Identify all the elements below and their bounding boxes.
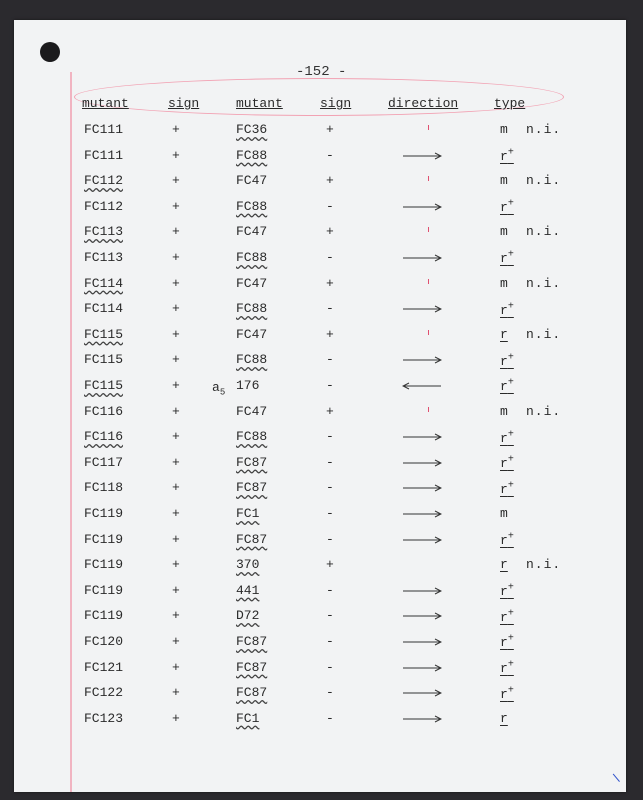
arrow-right-icon [402, 611, 442, 621]
row-type: m [500, 224, 508, 240]
row-sign-1: + [172, 275, 180, 291]
row-mutant-1: FC112 [84, 173, 124, 189]
red-tick-mark [428, 176, 429, 181]
row-sign-2: - [326, 378, 334, 393]
header-sign-1: sign [168, 96, 200, 111]
row-mutant-2: FC47 [236, 173, 268, 189]
row-type: r+ [500, 352, 514, 369]
row-mutant-1: FC116 [84, 429, 124, 445]
row-mutant-2: FC87 [236, 454, 268, 470]
row-sign-1: + [172, 403, 180, 419]
row-mutant-1: FC113 [84, 224, 124, 240]
row-sign-2: + [326, 403, 334, 419]
arrow-right-icon [402, 714, 442, 724]
row-mutant-2: FC47 [236, 326, 268, 342]
document-page [14, 20, 626, 792]
row-mutant-1: FC119 [84, 582, 124, 598]
arrow-right-icon [402, 688, 442, 698]
page-number: -152 - [296, 64, 347, 80]
arrow-right-icon [402, 432, 442, 442]
row-sign-2: - [326, 659, 334, 675]
red-tick-mark [428, 227, 429, 232]
row-sign-1: + [172, 582, 180, 598]
row-sign-1: + [172, 250, 180, 265]
row-sign-2: - [326, 301, 334, 317]
row-sign-1: + [172, 352, 180, 368]
row-sign-2: - [326, 429, 334, 445]
row-sign-1: + [172, 454, 180, 470]
row-sign-1: + [172, 224, 180, 240]
row-mutant-2: FC47 [236, 224, 268, 240]
row-mutant-1: FC119 [84, 531, 124, 547]
row-mutant-1: FC122 [84, 685, 124, 701]
punch-hole [40, 42, 60, 62]
arrow-right-icon [402, 586, 442, 596]
row-sign-1: + [172, 173, 180, 189]
row-sign-2: - [326, 685, 334, 701]
row-note: n.i. [526, 224, 562, 240]
row-mutant-2: FC87 [236, 685, 268, 701]
row-sign-1: + [172, 506, 180, 521]
row-type: r [500, 710, 508, 726]
row-type: m [500, 403, 508, 419]
row-sign-1: + [172, 301, 180, 317]
row-note: n.i. [526, 173, 562, 189]
arrow-right-icon [402, 304, 442, 314]
row-sign-2: - [326, 198, 334, 214]
row-mutant-2: D72 [236, 608, 260, 624]
row-sign-1: + [172, 326, 180, 342]
red-tick-mark [428, 125, 429, 130]
row-mutant-2: FC88 [236, 147, 268, 163]
row-sign-1: + [172, 531, 180, 547]
header-circle-annotation [74, 78, 564, 116]
row-type: r+ [500, 301, 514, 318]
row-sign-2: + [326, 122, 334, 137]
row-sign-1: + [172, 557, 180, 573]
red-tick-mark [428, 330, 429, 335]
row-type: r+ [500, 608, 514, 625]
row-sign-2: + [326, 224, 334, 240]
row-mutant-2: FC47 [236, 403, 268, 419]
row-sign-2: - [326, 531, 334, 547]
row-mutant-1: FC119 [84, 608, 124, 624]
row-mutant-2: FC47 [236, 275, 268, 291]
row-sign-1: + [172, 378, 180, 393]
row-type: r+ [500, 480, 514, 497]
arrow-right-icon [402, 202, 442, 212]
row-type: m [500, 275, 508, 291]
row-type: r+ [500, 378, 514, 395]
arrow-right-icon [402, 663, 442, 673]
arrow-right-icon [402, 483, 442, 493]
arrow-left-icon [402, 381, 442, 391]
row-mutant-2: FC88 [236, 429, 268, 445]
row-mutant-1: FC114 [84, 275, 124, 291]
row-sign-2: - [326, 454, 334, 470]
row-sign-1: + [172, 122, 180, 137]
row-mutant-1: FC119 [84, 506, 124, 521]
arrow-right-icon [402, 458, 442, 468]
row-sign-2: - [326, 634, 334, 649]
row-mutant-1: FC115 [84, 352, 124, 368]
row-note: n.i. [526, 326, 562, 342]
row-note: n.i. [526, 122, 562, 137]
row-mutant-1: FC114 [84, 301, 124, 317]
row-mutant-2: 176 [236, 378, 260, 393]
row-type: r+ [500, 531, 514, 548]
row-mutant-1: FC113 [84, 250, 124, 265]
row-type: r+ [500, 634, 514, 651]
row-type: m [500, 506, 508, 521]
row-sign-2: - [326, 506, 334, 521]
row-type: r+ [500, 198, 514, 216]
row-sign-2: - [326, 480, 334, 496]
row-mutant-2: FC36 [236, 122, 268, 137]
row-sign-1: + [172, 659, 180, 675]
row-sign-2: + [326, 173, 334, 189]
row-type: r+ [500, 250, 514, 267]
header-direction: direction [388, 96, 459, 111]
arrow-right-icon [402, 355, 442, 365]
row-note: n.i. [526, 403, 562, 419]
row-sign-1: + [172, 608, 180, 624]
row-sign-1: + [172, 480, 180, 496]
header-mutant-2: mutant [236, 96, 283, 111]
row-sign-2: + [326, 275, 334, 291]
row-sign-1: + [172, 147, 180, 163]
row-mutant-1: FC112 [84, 198, 124, 214]
margin-line [70, 72, 72, 792]
row-type: r+ [500, 659, 514, 676]
row-mutant-2: FC88 [236, 250, 268, 265]
row-mutant-1: FC116 [84, 403, 124, 419]
row-type: r+ [500, 147, 514, 164]
row-type: r+ [500, 582, 514, 600]
row-mutant-2: FC87 [236, 659, 268, 675]
row-sign-2: - [326, 608, 334, 624]
arrow-right-icon [402, 509, 442, 519]
row-mutant-1: FC115 [84, 326, 124, 342]
row-mutant-2: FC88 [236, 301, 268, 317]
row-prefix: $a_5$ [212, 380, 226, 398]
row-sign-1: + [172, 634, 180, 649]
row-mutant-2: FC87 [236, 480, 268, 496]
row-sign-2: - [326, 250, 334, 265]
row-type: m [500, 122, 508, 137]
row-mutant-1: FC111 [84, 122, 124, 137]
row-mutant-2: FC88 [236, 198, 268, 214]
row-mutant-1: FC111 [84, 147, 124, 163]
row-note: n.i. [526, 275, 562, 291]
row-sign-1: + [172, 429, 180, 445]
row-mutant-1: FC123 [84, 710, 124, 726]
row-type: r [500, 326, 508, 342]
arrow-right-icon [402, 151, 442, 161]
row-type: r+ [500, 454, 514, 472]
row-mutant-2: 370 [236, 557, 260, 573]
row-mutant-2: FC87 [236, 634, 268, 649]
row-sign-1: + [172, 198, 180, 214]
arrow-right-icon [402, 637, 442, 647]
corner-mark [605, 774, 620, 789]
row-type: r+ [500, 429, 514, 446]
row-note: n.i. [526, 557, 562, 573]
row-type: m [500, 173, 508, 189]
red-tick-mark [428, 279, 429, 284]
row-mutant-2: FC87 [236, 531, 268, 547]
row-sign-2: + [326, 557, 334, 573]
row-mutant-2: FC1 [236, 506, 260, 521]
row-mutant-2: 441 [236, 582, 260, 598]
row-mutant-1: FC120 [84, 634, 124, 649]
row-sign-2: - [326, 147, 334, 163]
row-type: r+ [500, 685, 514, 702]
row-mutant-1: FC121 [84, 659, 124, 675]
row-mutant-1: FC119 [84, 557, 124, 573]
header-mutant-1: mutant [82, 96, 129, 111]
arrow-right-icon [402, 535, 442, 545]
row-sign-1: + [172, 685, 180, 701]
row-sign-2: + [326, 326, 334, 342]
header-type: type [494, 96, 526, 111]
row-mutant-1: FC118 [84, 480, 124, 496]
row-mutant-2: FC1 [236, 710, 260, 726]
row-mutant-2: FC88 [236, 352, 268, 368]
header-sign-2: sign [320, 96, 352, 111]
row-mutant-1: FC115 [84, 378, 124, 393]
row-sign-2: - [326, 582, 334, 598]
row-mutant-1: FC117 [84, 454, 124, 470]
row-type: r [500, 557, 508, 573]
row-sign-2: - [326, 710, 334, 726]
red-tick-mark [428, 407, 429, 412]
row-sign-1: + [172, 710, 180, 726]
row-sign-2: - [326, 352, 334, 368]
arrow-right-icon [402, 253, 442, 263]
